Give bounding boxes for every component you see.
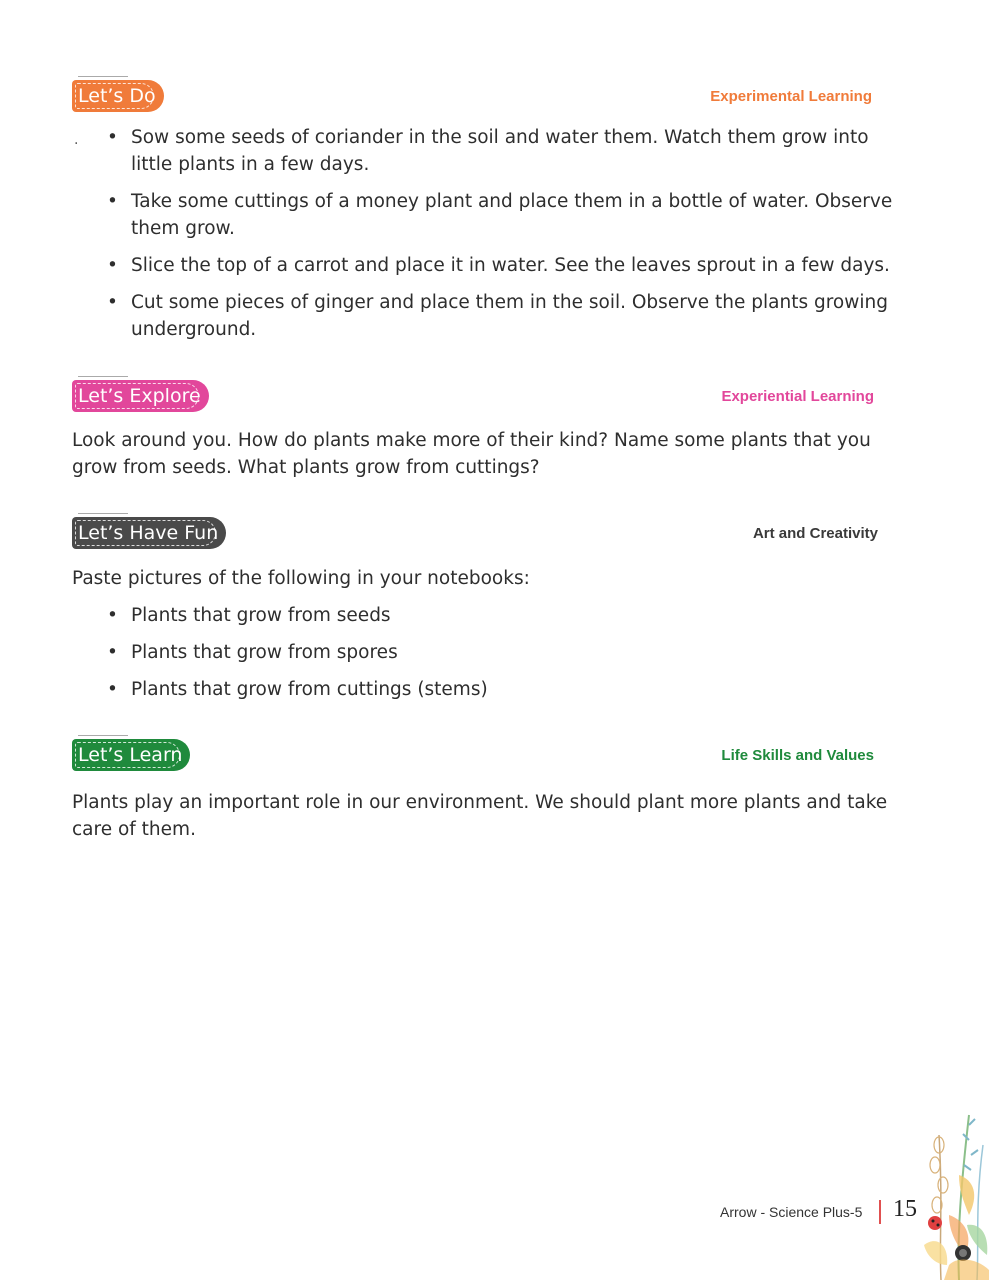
lets-explore-tag: Let’s Explore (72, 380, 209, 412)
lets-learn-tag: Let’s Learn (72, 739, 190, 771)
section-header-lets-explore (72, 376, 878, 416)
book-title: Arrow - Science Plus-5 (720, 1204, 863, 1220)
list-item: • Sow some seeds of coriander in the soil and water them. Watch them grow into little plants in a few days. (107, 127, 869, 175)
page-number: 15 (893, 1196, 917, 1222)
divider (78, 376, 128, 377)
divider (78, 76, 128, 77)
section-header-lets-learn (72, 735, 878, 775)
list-item: • Take some cuttings of a money plant and place them in a bottle of water. Observe them grow. (107, 191, 893, 239)
list-item: • Plants that grow from spores (107, 642, 398, 663)
lets-explore-skill-label: Experiential Learning (721, 388, 874, 405)
lets-do-tag: Let’s Do (72, 80, 164, 112)
lets-learn-skill-label: Life Skills and Values (721, 747, 874, 764)
lets-do-skill-label: Experimental Learning (710, 88, 872, 105)
divider (78, 513, 128, 514)
list-item: • Cut some pieces of ginger and place them in the soil. Observe the plants growing underground. (107, 292, 888, 340)
lets-learn-text: Plants play an important role in our environment. We should plant more plants and take care of them. (72, 792, 888, 840)
stray-dot: . (74, 132, 79, 148)
lets-have-fun-intro: Paste pictures of the following in your notebooks: (72, 568, 530, 589)
lets-have-fun-list (104, 602, 904, 703)
footer-divider (879, 1200, 881, 1224)
section-header-lets-do (72, 76, 878, 116)
lets-have-fun-tag: Let’s Have Fun (72, 517, 226, 549)
list-item: • Plants that grow from cuttings (stems) (107, 679, 488, 700)
list-item: • Slice the top of a carrot and place it in water. See the leaves sprout in a few days. (107, 255, 890, 276)
lets-have-fun-skill-label: Art and Creativity (752, 525, 878, 542)
list-item: • Plants that grow from seeds (107, 605, 391, 626)
section-header-lets-have-fun (72, 513, 878, 553)
lets-explore-text: Look around you. How do plants make more of their kind? Name some plants that you grow from seeds. What plants grow from cuttings? (72, 430, 871, 478)
divider (78, 735, 128, 736)
lets-do-list (104, 124, 904, 343)
floral-corner-icon (919, 1105, 989, 1280)
